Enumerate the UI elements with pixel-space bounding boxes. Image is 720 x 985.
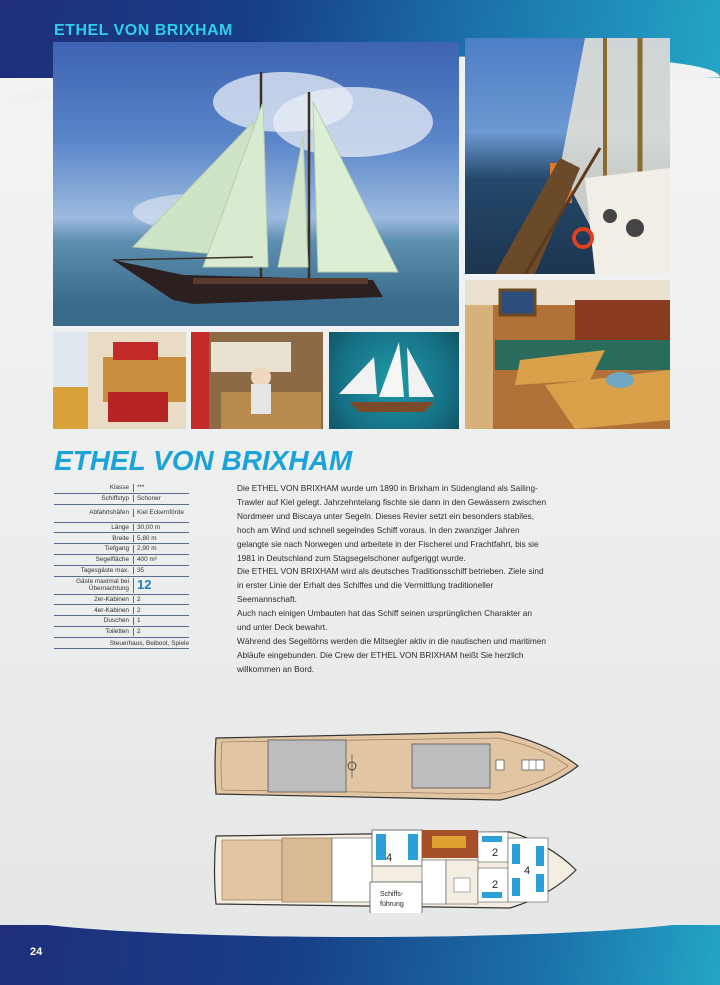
- photo-schooner-under-sail: [53, 42, 459, 326]
- cabin-label: 2: [492, 847, 499, 859]
- spec-value: 35: [137, 566, 145, 574]
- cabin-label: 2: [492, 879, 499, 891]
- wheelhouse-label: Schiffs-: [380, 891, 404, 898]
- page-number: 24: [30, 946, 43, 958]
- spec-row-toiletten: [54, 627, 189, 638]
- spec-row-klasse: [54, 483, 189, 494]
- cabin-label: 4: [386, 852, 393, 864]
- spec-label: Gäste maximal bei Übernachtung: [54, 578, 134, 593]
- header-title: ETHEL VON BRIXHAM: [54, 22, 233, 39]
- spec-value: 12: [137, 577, 152, 593]
- spec-value: ***: [137, 484, 145, 492]
- spec-row-duschen: [54, 616, 189, 627]
- spec-row-abfahrtshaefen: [54, 505, 189, 523]
- ship-name-heading: ETHEL VON BRIXHAM: [54, 445, 353, 476]
- spec-value: 2,90 m: [137, 545, 157, 553]
- spec-value: 2: [137, 628, 141, 636]
- spec-label: Segelfläche: [54, 556, 134, 564]
- spec-row-gaeste-uebernachtung: [54, 577, 189, 595]
- photo-schooner-aerial: [329, 332, 459, 429]
- spec-value: 1: [137, 617, 141, 625]
- spec-footer: Steuerhaus, Beiboot, Spiele: [54, 638, 189, 649]
- spec-value: 400 m²: [137, 556, 157, 564]
- description-paragraph: Die ETHEL VON BRIXHAM wird als deutsches Traditionsschiff betrieben. Ziele sind in erster Linie der Erhalt des Schiffes und die Vermittlung traditioneller Seemannschaft.: [237, 566, 544, 605]
- wheelhouse-label: führung: [380, 901, 404, 908]
- spec-label: Abfahrtshäfen: [54, 509, 134, 517]
- description-text: [237, 482, 547, 677]
- spec-row-tiefgang: [54, 544, 189, 555]
- spec-row-tagesgaeste: [54, 566, 189, 577]
- spec-label: Breite: [54, 535, 134, 543]
- spec-value: Kiel Eckernförde: [137, 509, 184, 517]
- spec-label: Duschen: [54, 617, 134, 625]
- photo-salon: [465, 280, 670, 429]
- cabin-label: 4: [524, 865, 531, 877]
- description-paragraph: Die ETHEL VON BRIXHAM wurde um 1890 in Brixham in Südengland als Sailing-Trawler auf Kiel gelegt. Jahrzehntelang fischte sie dann in den Gewässern zwischen Nordmeer und Biscaya unter Segeln. Dieses Revier setzt ein besonders stabiles, hoch am Wind und schnell segelndes Schiff voraus. In den zwanziger Jahren gelangte sie nach Norwegen und arbeitete in der Fischerei und Frachtfahrt, bis sie 1981 in Deutschland zum Stagsegelschoner aufgeriggt wurde.: [237, 483, 547, 563]
- spec-label: Toiletten: [54, 628, 134, 636]
- photo-cabin-berth: [53, 332, 186, 429]
- spec-row-2er-kabinen: [54, 595, 189, 606]
- spec-row-schiffstyp: [54, 494, 189, 505]
- deck-plan-top-view: [210, 718, 582, 814]
- spec-label: 4er-Kabinen: [54, 607, 134, 615]
- spec-label: Tagesgäste max.: [54, 567, 134, 575]
- spec-row-laenge: [54, 523, 189, 534]
- footer-band: [0, 925, 720, 985]
- description-paragraph: Während des Segeltörns werden die Mitsegler aktiv in die nautischen und maritimen Abläufe eingebunden. Die Crew der ETHEL VON BRIXHAM heißt Sie herzlich willkommen an Bord.: [237, 635, 546, 674]
- photo-deck-view: [465, 38, 670, 274]
- spec-label: Klasse: [54, 484, 134, 492]
- spec-value: 2: [137, 606, 141, 614]
- photo-galley: [191, 332, 323, 429]
- deck-plan-interior: [210, 822, 582, 918]
- spec-label: Schiffstyp: [54, 495, 134, 503]
- spec-row-breite: [54, 533, 189, 544]
- spec-label: 2er-Kabinen: [54, 596, 134, 604]
- spec-row-segelflaeche: [54, 555, 189, 566]
- description-paragraph: Auch nach einigen Umbauten hat das Schiff seinen ursprünglichen Charakter an und unter Deck bewahrt.: [237, 608, 533, 633]
- spec-label: Länge: [54, 524, 134, 532]
- spec-label: Tiefgang: [54, 545, 134, 553]
- spec-table: [54, 483, 189, 649]
- spec-value: 5,80 m: [137, 534, 157, 542]
- spec-row-4er-kabinen: [54, 605, 189, 616]
- spec-value: 30,00 m: [137, 523, 161, 531]
- spec-value: 2: [137, 595, 141, 603]
- spec-value: Schoner: [137, 494, 161, 502]
